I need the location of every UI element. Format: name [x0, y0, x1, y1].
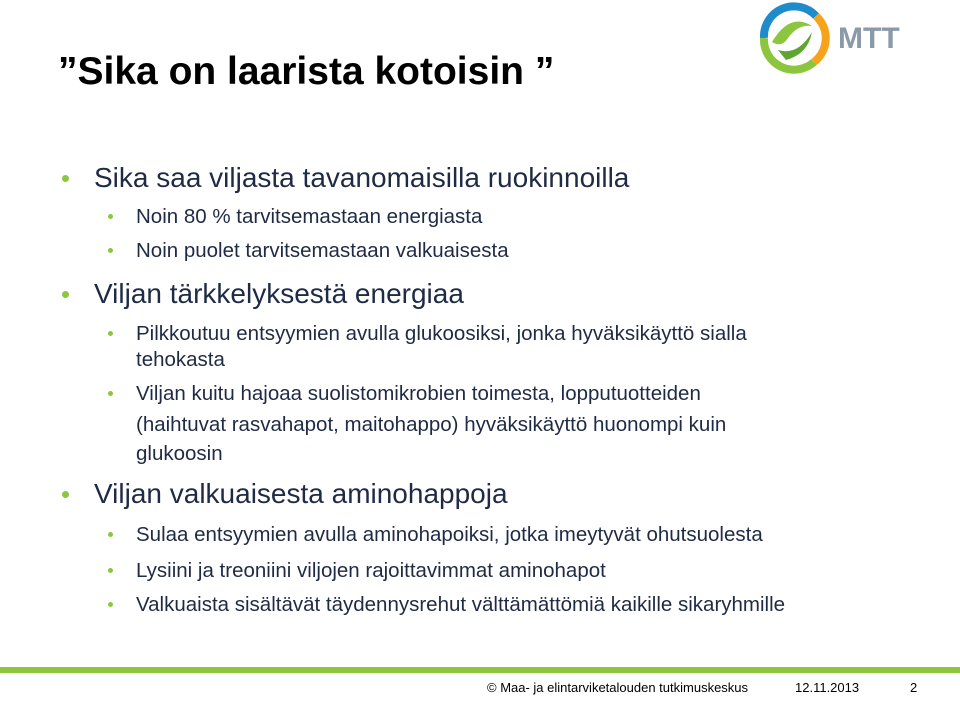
footer-page-number: 2	[910, 680, 918, 695]
bullet-level1: Viljan tärkkelyksestä energiaa	[94, 278, 464, 309]
bullet-level1: Viljan valkuaisesta aminohappoja	[94, 478, 508, 509]
bullet-dot	[108, 532, 113, 537]
bullet-dot	[62, 175, 69, 182]
footer-divider	[0, 667, 960, 673]
bullet-dot	[62, 291, 69, 298]
bullet-dot	[62, 491, 69, 498]
bullet-level2: Noin 80 % tarvitsemastaan energiasta	[136, 205, 483, 228]
footer-copyright: © Maa- ja elintarviketalouden tutkimuskeskus	[487, 680, 749, 695]
bullet-level1: Sika saa viljasta tavanomaisilla ruokinnoilla	[94, 162, 630, 193]
bullet-dot	[108, 602, 113, 607]
mtt-logo	[758, 2, 938, 74]
bullet-level2: Lysiini ja treoniini viljojen rajoittavimmat aminohapot	[136, 559, 606, 582]
bullet-level2: Viljan kuitu hajoaa suolistomikrobien toimesta, lopputuotteiden	[136, 382, 701, 405]
bullet-level2: Valkuaista sisältävät täydennysrehut välttämättömiä kaikille sikaryhmille	[136, 593, 786, 616]
bullet-dot	[108, 248, 113, 253]
bullet-level2-cont: (haihtuvat rasvahapot, maitohappo) hyväksikäyttö huonompi kuin	[136, 413, 727, 436]
footer-date: 12.11.2013	[795, 680, 860, 695]
bullet-level2: Sulaa entsyymien avulla aminohapoiksi, jotka imeytyvät ohutsuolesta	[136, 523, 763, 546]
bullet-level2: Pilkkoutuu entsyymien avulla glukoosiksi, jonka hyväksikäyttö sialla	[136, 322, 747, 345]
bullet-dot	[108, 391, 113, 396]
bullet-dot	[108, 214, 113, 219]
bullet-level2-cont: glukoosin	[136, 442, 223, 465]
bullet-dot	[108, 331, 113, 336]
bullet-level2: Noin puolet tarvitsemastaan valkuaisesta	[136, 239, 509, 262]
bullet-dot	[108, 568, 113, 573]
slide-title: ”Sika on laarista kotoisin ”	[58, 50, 555, 93]
bullet-level2-cont: tehokasta	[136, 348, 225, 371]
mtt-swirl-logo-icon	[764, 6, 826, 69]
logo-text: MTT	[838, 22, 900, 55]
